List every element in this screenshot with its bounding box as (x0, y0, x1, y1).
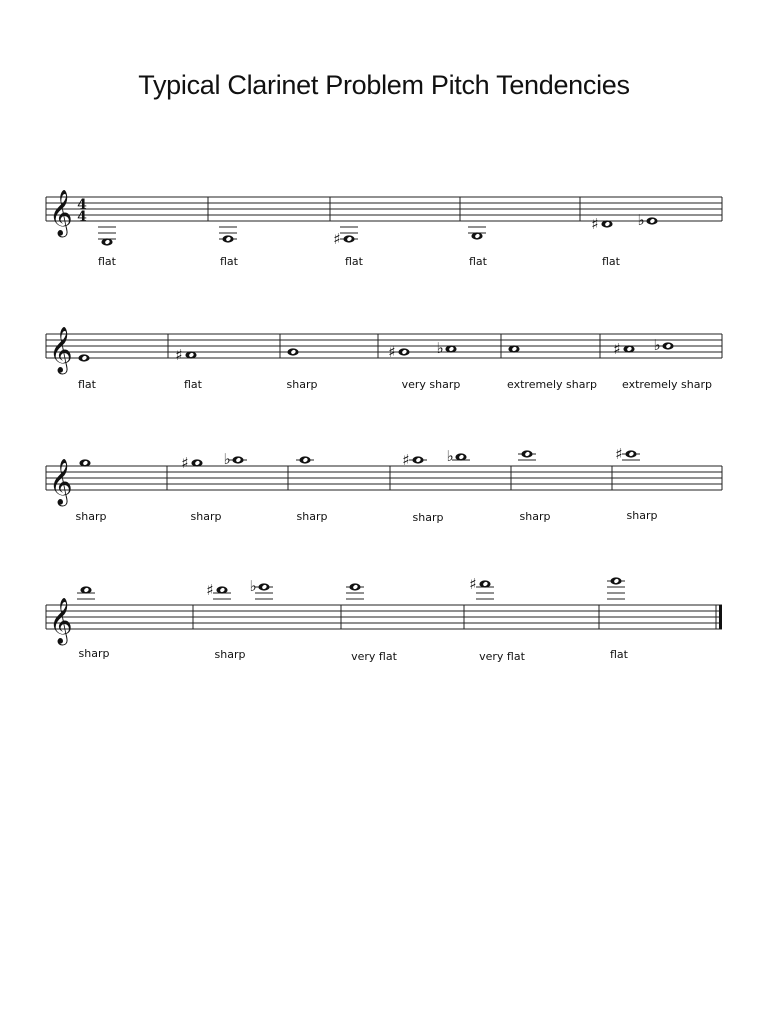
staff-system (46, 445, 722, 507)
sharp-icon: ♯ (206, 581, 214, 599)
whole-note (455, 453, 466, 460)
whole-note (471, 232, 482, 239)
treble-clef-icon: 𝄞 (49, 190, 73, 236)
whole-note (646, 217, 657, 224)
tendency-label: sharp (412, 511, 444, 524)
treble-clef-icon: 𝄞 (49, 598, 73, 644)
tendency-label: flat (98, 255, 116, 268)
whole-note (508, 345, 519, 352)
whole-note (521, 450, 532, 457)
whole-note (232, 456, 243, 463)
final-barline-thick (719, 605, 722, 629)
whole-note (222, 235, 233, 242)
sharp-icon: ♯ (615, 445, 623, 463)
tendency-label: very flat (351, 650, 397, 663)
whole-note (185, 351, 196, 358)
whole-note (623, 345, 634, 352)
tendency-label: flat (602, 255, 620, 268)
tendency-label: extremely sharp (507, 378, 597, 391)
tendency-label: sharp (626, 509, 658, 522)
sharp-icon: ♯ (402, 451, 410, 469)
whole-note (479, 580, 490, 587)
tendency-label: extremely sharp (622, 378, 712, 391)
tendency-label: sharp (214, 648, 246, 661)
tendency-label: sharp (519, 510, 551, 523)
flat-icon: ♭ (249, 577, 257, 595)
staff-system (46, 327, 722, 375)
sharp-icon: ♯ (175, 346, 183, 364)
whole-note (610, 577, 621, 584)
tendency-label: sharp (286, 378, 318, 391)
tendency-label: very sharp (401, 378, 461, 391)
whole-note (79, 459, 90, 466)
tendency-label: flat (610, 648, 628, 661)
flat-icon: ♭ (223, 450, 231, 468)
flat-icon: ♭ (446, 447, 454, 465)
tendency-label: sharp (78, 647, 110, 660)
whole-note (662, 342, 673, 349)
tendency-label: sharp (296, 510, 328, 523)
tendency-label: flat (345, 255, 363, 268)
sharp-icon: ♯ (388, 343, 396, 361)
whole-note (101, 238, 112, 245)
time-signature-bottom: 4 (77, 209, 87, 225)
whole-note (625, 450, 636, 457)
tendency-label: sharp (75, 510, 107, 523)
whole-note (343, 235, 354, 242)
treble-clef-icon: 𝄞 (49, 327, 73, 373)
whole-note (349, 583, 360, 590)
staff-system (46, 575, 722, 646)
whole-note (258, 583, 269, 590)
time-signature-top: 4 (77, 197, 87, 213)
flat-icon: ♭ (653, 336, 661, 354)
sharp-icon: ♯ (591, 215, 599, 233)
sharp-icon: ♯ (613, 340, 621, 358)
whole-note (601, 220, 612, 227)
tendency-label: very flat (479, 650, 525, 663)
whole-note (412, 456, 423, 463)
sharp-icon: ♯ (181, 454, 189, 472)
tendency-label: flat (184, 378, 202, 391)
flat-icon: ♭ (637, 211, 645, 229)
sharp-icon: ♯ (469, 575, 477, 593)
whole-note (80, 586, 91, 593)
sharp-icon: ♯ (333, 230, 341, 248)
tendency-label: sharp (190, 510, 222, 523)
tendency-label: flat (469, 255, 487, 268)
flat-icon: ♭ (436, 339, 444, 357)
whole-note (78, 354, 89, 361)
tendency-label: flat (78, 378, 96, 391)
whole-note (287, 348, 298, 355)
whole-note (445, 345, 456, 352)
staff-system (46, 190, 722, 248)
tendency-label: flat (220, 255, 238, 268)
whole-note (299, 456, 310, 463)
treble-clef-icon: 𝄞 (49, 459, 73, 505)
whole-note (398, 348, 409, 355)
whole-note (191, 459, 202, 466)
page-title: Typical Clarinet Problem Pitch Tendencies (138, 70, 630, 100)
whole-note (216, 586, 227, 593)
